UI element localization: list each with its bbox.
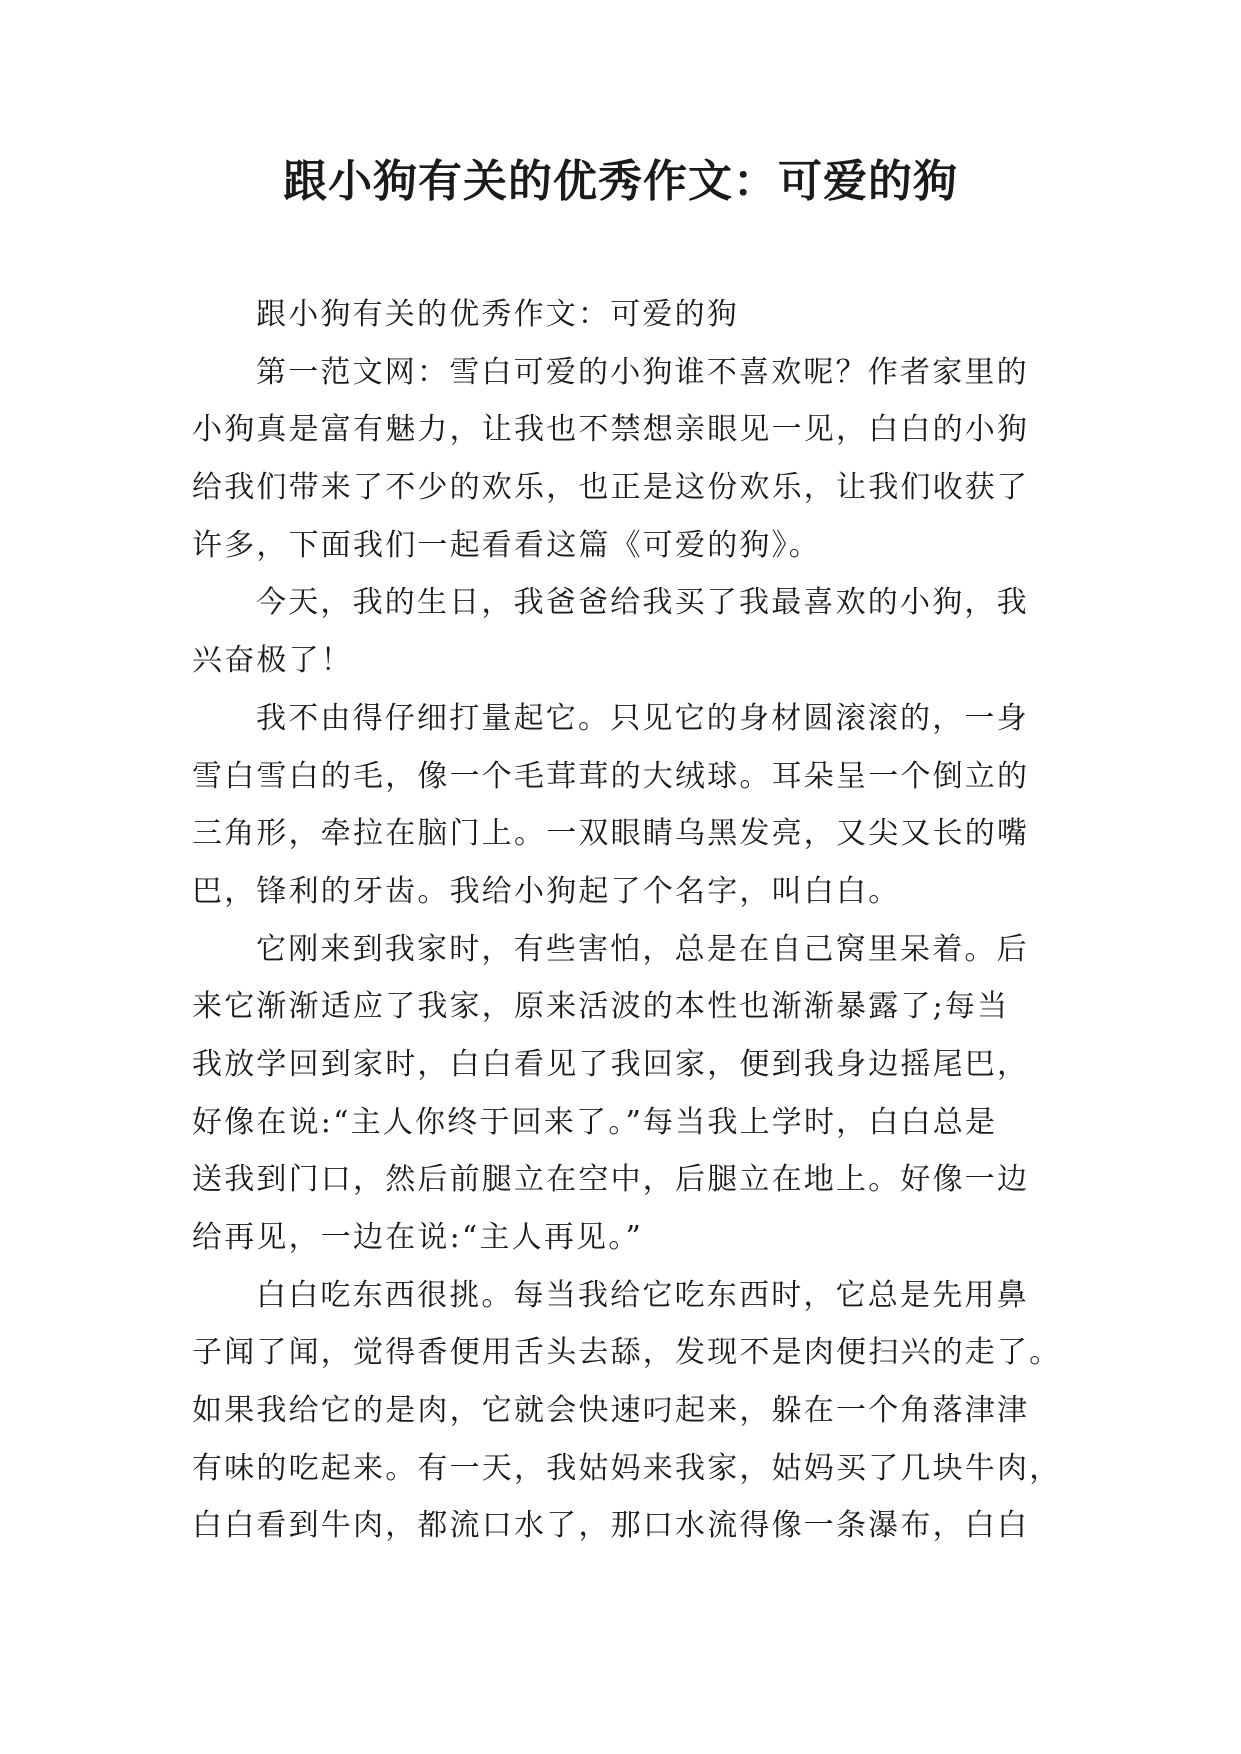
body-line: 给我们带来了不少的欢乐，也正是这份欢乐，让我们收获了 bbox=[192, 470, 1030, 506]
body-line: 它刚来到我家时，有些害怕，总是在自己窝里呆着。后 bbox=[256, 931, 1029, 967]
body-line: 我放学回到家时，白白看见了我回家，便到我身边摇尾巴， bbox=[192, 1046, 1030, 1082]
body-line: 好像在说:“主人你终于回来了。”每当我上学时，白白总是 bbox=[192, 1104, 998, 1140]
body-line: 小狗真是富有魅力，让我也不禁想亲眼见一见，白白的小狗 bbox=[192, 412, 1030, 448]
body-line: 来它渐渐适应了我家，原来活波的本性也渐渐暴露了;每当 bbox=[192, 989, 1010, 1025]
body-line: 送我到门口，然后前腿立在空中，后腿立在地上。好像一边 bbox=[192, 1162, 1030, 1198]
body-line: 白白看到牛肉，都流口水了，那口水流得像一条瀑布，白白 bbox=[192, 1508, 1030, 1544]
body-line: 有味的吃起来。有一天，我姑妈来我家，姑妈买了几块牛肉， bbox=[192, 1450, 1062, 1486]
body-line: 跟小狗有关的优秀作文：可爱的狗 bbox=[256, 297, 739, 332]
body-line: 兴奋极了！ bbox=[192, 643, 353, 679]
body-line: 巴，锋利的牙齿。我给小狗起了个名字，叫白白。 bbox=[192, 873, 901, 909]
body-line: 第一范文网：雪白可爱的小狗谁不喜欢呢？作者家里的 bbox=[256, 354, 1029, 390]
body-line: 三角形，牵拉在脑门上。一双眼睛乌黑发亮，又尖又长的嘴 bbox=[192, 816, 1030, 852]
body-line: 雪白雪白的毛，像一个毛茸茸的大绒球。耳朵呈一个倒立的 bbox=[192, 758, 1030, 794]
body-line: 给再见，一边在说:“主人再见。” bbox=[192, 1220, 643, 1255]
document-title: 跟小狗有关的优秀作文：可爱的狗 bbox=[283, 156, 958, 207]
body-line: 如果我给它的是肉，它就会快速叼起来，躲在一个角落津津 bbox=[192, 1393, 1030, 1429]
body-line: 我不由得仔细打量起它。只见它的身材圆滚滚的，一身 bbox=[256, 700, 1029, 736]
body-line: 许多，下面我们一起看看这篇《可爱的狗》。 bbox=[192, 527, 821, 563]
body-line: 白白吃东西很挑。每当我给它吃东西时，它总是先用鼻 bbox=[256, 1277, 1029, 1313]
body-line: 今天，我的生日，我爸爸给我买了我最喜欢的小狗，我 bbox=[256, 585, 1029, 621]
body-line: 子闻了闻，觉得香便用舌头去舔，发现不是肉便扫兴的走了。 bbox=[192, 1335, 1062, 1371]
document-body bbox=[192, 286, 1062, 1555]
